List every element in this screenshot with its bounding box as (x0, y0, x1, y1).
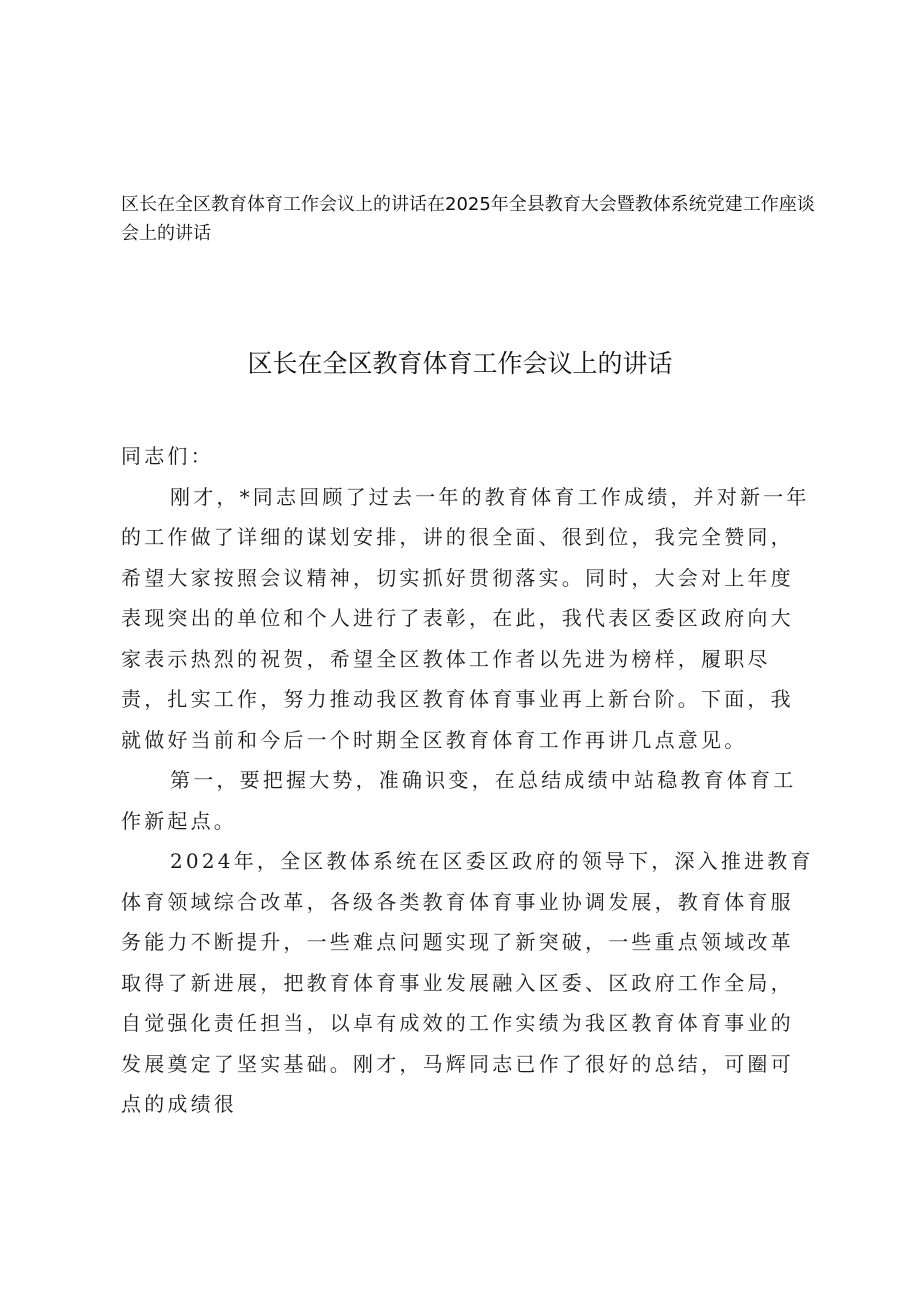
speech-title: 区长在全区教育体育工作会议上的讲话 (247, 349, 673, 378)
paragraph-opening: 刚才，*同志回顾了过去一年的教育体育工作成绩，并对新一年的工作做了详细的谋划安排，讲的很全面、很到位，我完全赞同，希望大家按照会议精神，切实抓好贯彻落实。同时，大会对上年度表现突出的单位和个人进行了表彰，在此，我代表区委区政府向大家表示热烈的祝贺，希望全区教体工作者以先进为榜样，履职尽责，扎实工作，努力推动我区教育体育事业再上新台阶。下面，我就做好当前和今后一个时期全区教育体育工作再讲几点意见。 (121, 484, 810, 752)
salutation: 同志们： (121, 444, 214, 468)
document-heading: 区长在全区教育体育工作会议上的讲话在2025年全县教育大会暨教体系统党建工作座谈会上的讲话 (121, 194, 815, 244)
paragraph-review-2024: 2024年，全区教体系统在区委区政府的领导下，深入推进教育体育领域综合改革，各级各类教育体育事业协调发展，教育体育服务能力不断提升，一些难点问题实现了新突破，一些重点领域改革取得了新进展，把教育体育事业发展融入区委、区政府工作全局，自觉强化责任担当，以卓有成效的工作实绩为我区教育体育事业的发展奠定了坚实基础。刚才，马辉同志已作了很好的总结，可圈可点的成绩很 (121, 849, 814, 1116)
speech-body (121, 436, 815, 1125)
paragraph-point-one: 第一，要把握大势，准确识变，在总结成绩中站稳教育体育工作新起点。 (121, 768, 797, 833)
